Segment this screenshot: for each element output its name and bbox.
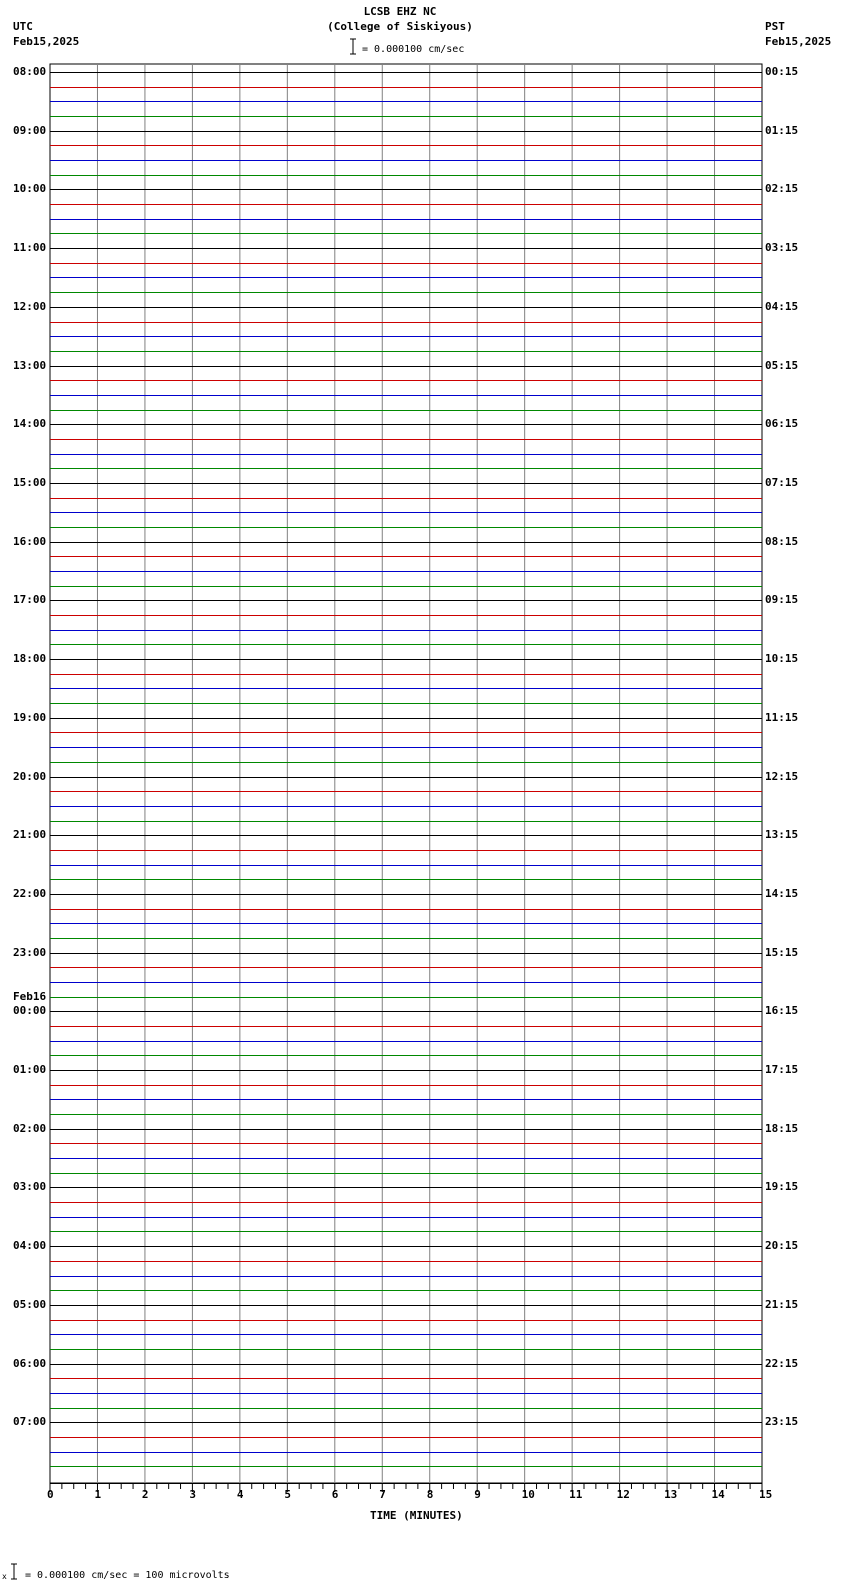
left-hour-label: 21:00 [13, 828, 47, 841]
right-hour-label: 17:15 [765, 1063, 799, 1076]
x-tick-label: 7 [379, 1488, 386, 1501]
right-hour-label: 14:15 [765, 887, 799, 900]
right-hour-label: 03:15 [765, 241, 799, 254]
right-hour-label: 12:15 [765, 770, 799, 783]
x-tick-label: 12 [616, 1488, 630, 1501]
right-timezone: PST [765, 20, 785, 33]
left-hour-label: 17:00 [13, 593, 47, 606]
right-hour-label: 16:15 [765, 1004, 799, 1017]
left-hour-label: 07:00 [13, 1415, 47, 1428]
x-tick-label: 4 [236, 1488, 244, 1501]
right-hour-label: 09:15 [765, 593, 799, 606]
x-tick-label: 10 [521, 1488, 535, 1501]
x-tick-label: 1 [94, 1488, 102, 1501]
left-hour-label: 16:00 [13, 535, 47, 548]
x-axis-label: TIME (MINUTES) [370, 1509, 463, 1522]
x-tick-label: 8 [426, 1488, 434, 1501]
x-tick-label: 13 [664, 1488, 678, 1501]
x-tick-label: 15 [759, 1488, 773, 1501]
left-hour-label: 15:00 [13, 476, 47, 489]
footer-scale-icon [9, 1563, 19, 1581]
left-date: Feb15,2025 [13, 35, 80, 48]
site-title: (College of Siskiyous) [327, 20, 473, 33]
right-hour-label: 05:15 [765, 359, 799, 372]
right-hour-label: 10:15 [765, 652, 799, 665]
left-timezone: UTC [13, 20, 33, 33]
footer-prefix: x [2, 1572, 7, 1581]
left-hour-label: 14:00 [13, 417, 47, 430]
left-hour-label: 01:00 [13, 1063, 47, 1076]
right-hour-label: 08:15 [765, 535, 799, 548]
right-hour-label: 21:15 [765, 1298, 799, 1311]
right-hour-label: 18:15 [765, 1122, 799, 1135]
x-tick-label: 14 [711, 1488, 725, 1501]
left-hour-label: 20:00 [13, 770, 47, 783]
x-tick-label: 5 [284, 1488, 291, 1501]
footer-scale-text: = 0.000100 cm/sec = 100 microvolts [25, 1570, 230, 1581]
right-hour-label: 15:15 [765, 946, 799, 959]
station-title: LCSB EHZ NC [363, 5, 437, 18]
left-hour-label: 04:00 [13, 1239, 47, 1252]
left-hour-label: 13:00 [13, 359, 47, 372]
left-hour-label: 10:00 [13, 182, 47, 195]
x-tick-label: 3 [189, 1488, 197, 1501]
right-hour-label: 22:15 [765, 1357, 799, 1370]
left-hour-label: 09:00 [13, 124, 47, 137]
left-hour-label: 02:00 [13, 1122, 47, 1135]
left-hour-label: 22:00 [13, 887, 47, 900]
left-hour-label: 18:00 [13, 652, 47, 665]
right-hour-label: 04:15 [765, 300, 799, 313]
right-hour-label: 02:15 [765, 182, 799, 195]
x-tick-label: 9 [474, 1488, 481, 1501]
left-hour-label: 19:00 [13, 711, 47, 724]
left-hour-label: 05:00 [13, 1298, 47, 1311]
right-hour-label: 19:15 [765, 1180, 799, 1193]
left-hour-label: 03:00 [13, 1180, 47, 1193]
right-hour-label: 06:15 [765, 417, 799, 430]
left-hour-label: 12:00 [13, 300, 47, 313]
right-hour-label: 23:15 [765, 1415, 799, 1428]
right-hour-label: 00:15 [765, 65, 799, 78]
left-hour-label: 00:00 [13, 1004, 47, 1017]
x-tick-label: 0 [47, 1488, 54, 1501]
right-hour-label: 11:15 [765, 711, 799, 724]
left-hour-label: 11:00 [13, 241, 47, 254]
right-hour-label: 20:15 [765, 1239, 799, 1252]
plot-frame [50, 64, 762, 1483]
x-tick-label: 6 [331, 1488, 339, 1501]
left-hour-label: 08:00 [13, 65, 47, 78]
right-hour-label: 07:15 [765, 476, 799, 489]
right-date: Feb15,2025 [765, 35, 832, 48]
date-change-label: Feb16 [13, 990, 47, 1003]
left-hour-label: 06:00 [13, 1357, 47, 1370]
scale-text: = 0.000100 cm/sec [362, 44, 465, 55]
left-hour-label: 23:00 [13, 946, 47, 959]
right-hour-label: 13:15 [765, 828, 799, 841]
x-tick-label: 2 [141, 1488, 149, 1501]
x-tick-label: 11 [569, 1488, 583, 1501]
right-hour-label: 01:15 [765, 124, 799, 137]
